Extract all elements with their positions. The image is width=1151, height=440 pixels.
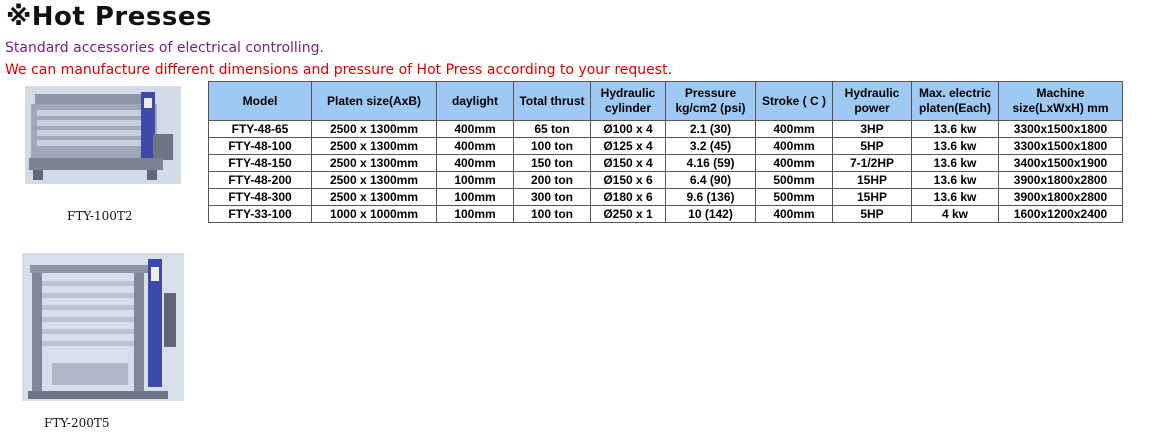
col-header-model: Model (209, 82, 312, 121)
cell-pressure: 4.16 (59) (666, 155, 756, 172)
cell-daylight: 400mm (437, 138, 514, 155)
cell-machine-size: 3400x1500x1900 (999, 155, 1123, 172)
cell-total-thrust: 100 ton (514, 138, 591, 155)
cell-hydraulic-power: 15HP (833, 172, 912, 189)
photo-1-caption: FTY-100T2 (67, 209, 133, 223)
cell-daylight: 100mm (437, 189, 514, 206)
cell-pressure: 9.6 (136) (666, 189, 756, 206)
col-header-hydraulic-cylinder: Hydraulic cylinder (591, 82, 666, 121)
cell-max-electric-platen: 13.6 kw (912, 155, 999, 172)
cell-max-electric-platen: 4 kw (912, 206, 999, 223)
cell-hydraulic-cylinder: Ø150 x 4 (591, 155, 666, 172)
table-row (209, 189, 1123, 206)
col-header-platen-size: Platen size(AxB) (312, 82, 437, 121)
cell-pressure: 6.4 (90) (666, 172, 756, 189)
cell-max-electric-platen: 13.6 kw (912, 172, 999, 189)
cell-max-electric-platen: 13.6 kw (912, 138, 999, 155)
cell-hydraulic-cylinder: Ø100 x 4 (591, 121, 666, 138)
cell-platen-size: 2500 x 1300mm (312, 138, 437, 155)
cell-model: FTY-48-65 (209, 121, 312, 138)
cell-hydraulic-power: 15HP (833, 189, 912, 206)
cell-pressure: 3.2 (45) (666, 138, 756, 155)
cell-model: FTY-48-100 (209, 138, 312, 155)
cell-platen-size: 2500 x 1300mm (312, 155, 437, 172)
cell-daylight: 100mm (437, 172, 514, 189)
cell-hydraulic-power: 5HP (833, 138, 912, 155)
cell-stroke: 400mm (756, 121, 833, 138)
cell-total-thrust: 300 ton (514, 189, 591, 206)
cell-model: FTY-48-200 (209, 172, 312, 189)
cell-hydraulic-cylinder: Ø250 x 1 (591, 206, 666, 223)
cell-platen-size: 2500 x 1300mm (312, 121, 437, 138)
cell-stroke: 400mm (756, 206, 833, 223)
photo-2-caption: FTY-200T5 (44, 416, 110, 430)
accessories-note: Standard accessories of electrical controlling. (5, 40, 324, 56)
col-header-stroke: Stroke ( C ) (756, 82, 833, 121)
hot-press-image-2 (22, 253, 184, 401)
hot-press-photo-1 (25, 86, 181, 184)
table-row (209, 121, 1123, 138)
cell-daylight: 400mm (437, 155, 514, 172)
cell-machine-size: 3300x1500x1800 (999, 138, 1123, 155)
cell-hydraulic-cylinder: Ø150 x 6 (591, 172, 666, 189)
cell-stroke: 500mm (756, 172, 833, 189)
col-header-daylight: daylight (437, 82, 514, 121)
table-row (209, 172, 1123, 189)
cell-max-electric-platen: 13.6 kw (912, 189, 999, 206)
cell-hydraulic-power: 5HP (833, 206, 912, 223)
col-header-total-thrust: Total thrust (514, 82, 591, 121)
cell-platen-size: 1000 x 1000mm (312, 206, 437, 223)
hot-press-photo-2 (22, 253, 184, 401)
cell-machine-size: 3300x1500x1800 (999, 121, 1123, 138)
cell-stroke: 400mm (756, 155, 833, 172)
cell-total-thrust: 65 ton (514, 121, 591, 138)
col-header-max-electric-platen: Max. electric platen(Each) (912, 82, 999, 121)
cell-daylight: 400mm (437, 121, 514, 138)
cell-hydraulic-cylinder: Ø180 x 6 (591, 189, 666, 206)
cell-platen-size: 2500 x 1300mm (312, 189, 437, 206)
cell-hydraulic-power: 3HP (833, 121, 912, 138)
cell-pressure: 2.1 (30) (666, 121, 756, 138)
cell-total-thrust: 150 ton (514, 155, 591, 172)
table-row (209, 206, 1123, 223)
cell-model: FTY-48-150 (209, 155, 312, 172)
cell-machine-size: 1600x1200x2400 (999, 206, 1123, 223)
table-header-row (209, 82, 1123, 121)
cell-platen-size: 2500 x 1300mm (312, 172, 437, 189)
cell-model: FTY-48-300 (209, 189, 312, 206)
cell-model: FTY-33-100 (209, 206, 312, 223)
custom-manufacture-note: We can manufacture different dimensions and pressure of Hot Press according to your request. (5, 62, 673, 78)
hot-press-specs-table (208, 81, 1123, 223)
col-header-pressure: Pressure kg/cm2 (psi) (666, 82, 756, 121)
table-row (209, 138, 1123, 155)
page-title: ※Hot Presses (6, 2, 212, 32)
hot-press-image-1 (25, 86, 181, 184)
table-row (209, 155, 1123, 172)
cell-daylight: 100mm (437, 206, 514, 223)
cell-stroke: 400mm (756, 138, 833, 155)
cell-total-thrust: 100 ton (514, 206, 591, 223)
cell-machine-size: 3900x1800x2800 (999, 172, 1123, 189)
cell-hydraulic-power: 7-1/2HP (833, 155, 912, 172)
cell-stroke: 500mm (756, 189, 833, 206)
cell-total-thrust: 200 ton (514, 172, 591, 189)
col-header-hydraulic-power: Hydraulic power (833, 82, 912, 121)
col-header-machine-size: Machine size(LxWxH) mm (999, 82, 1123, 121)
cell-pressure: 10 (142) (666, 206, 756, 223)
cell-hydraulic-cylinder: Ø125 x 4 (591, 138, 666, 155)
cell-max-electric-platen: 13.6 kw (912, 121, 999, 138)
cell-machine-size: 3900x1800x2800 (999, 189, 1123, 206)
